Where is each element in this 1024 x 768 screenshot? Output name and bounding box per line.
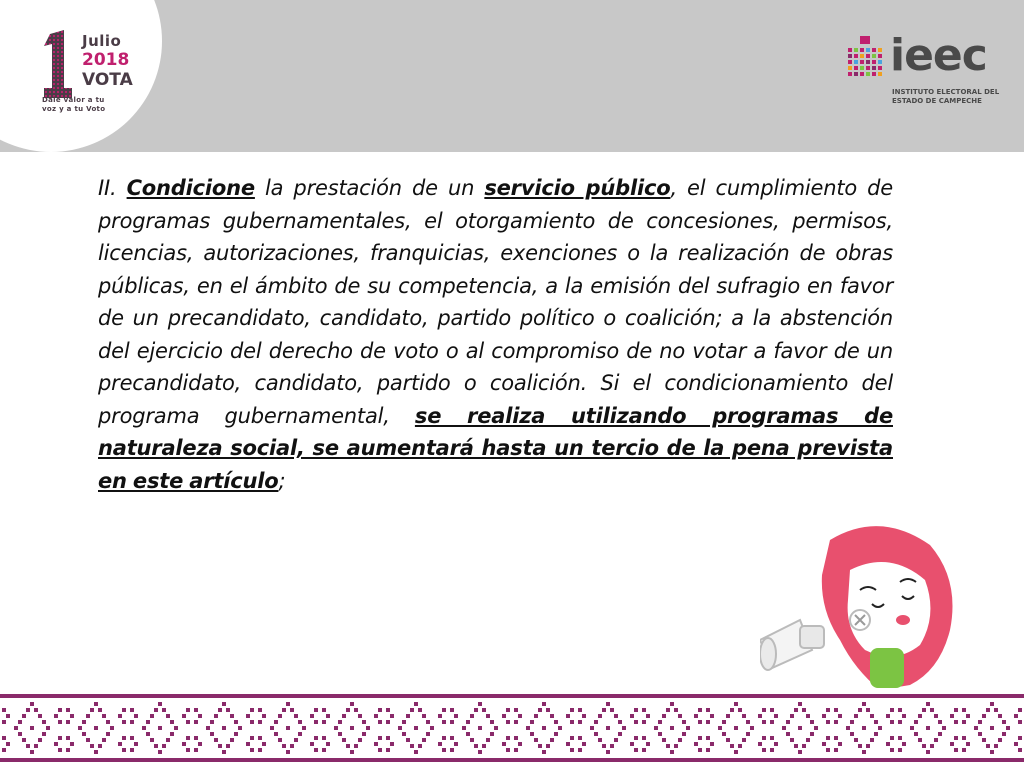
paragraph-text-2: , el cumplimiento de programas gubernamentales, el otorgamiento de concesiones, permisos, licencias, autorizaciones, franquicias, exenciones o la realización de obras públicas, en el ámbito de su competencia, a la emisión del sufragio en favor de un precandidato, candidato, partido político o coalición; a la abstención del ejercicio del derecho de voto o al compromiso de no votar a favor de un precandidato, candidato, partido o coalición. Si el condicionamiento del programa gubernamental,	[98, 176, 894, 428]
institute-acronym: ieec	[890, 30, 987, 81]
paragraph-text-1: la prestación de un	[254, 176, 485, 200]
emphasis-servicio-publico: servicio público	[484, 176, 671, 200]
campaign-tagline-2: voz y a tu Voto	[42, 105, 106, 113]
emphasis-condicione: Condicione	[126, 176, 255, 200]
ballot-box-icon	[846, 36, 884, 84]
emphasis-penalty-clause: se realiza utilizando programas de naturaleza social, se aumentará hasta un tercio de la pena prevista en este artículo	[98, 403, 893, 493]
campaign-month: Julio	[82, 32, 122, 50]
decorative-embroidery-border	[0, 688, 1024, 768]
institute-name	[892, 88, 999, 106]
big-number-one	[40, 30, 76, 98]
paragraph-end: ;	[278, 468, 286, 493]
institute-logo	[846, 30, 1006, 116]
paragraph-numeral: II.	[98, 176, 127, 200]
megaphone-character-illustration	[760, 520, 960, 696]
article-paragraph	[98, 172, 893, 497]
campaign-logo	[40, 30, 160, 130]
campaign-action: VOTA	[82, 70, 133, 90]
institute-name-line-1: INSTITUTO ELECTORAL DEL	[892, 88, 1000, 96]
campaign-tagline-1: Dale valor a tu	[42, 96, 105, 104]
institute-name-line-2: ESTADO DE CAMPECHE	[892, 97, 982, 105]
campaign-year: 2018	[82, 50, 130, 70]
